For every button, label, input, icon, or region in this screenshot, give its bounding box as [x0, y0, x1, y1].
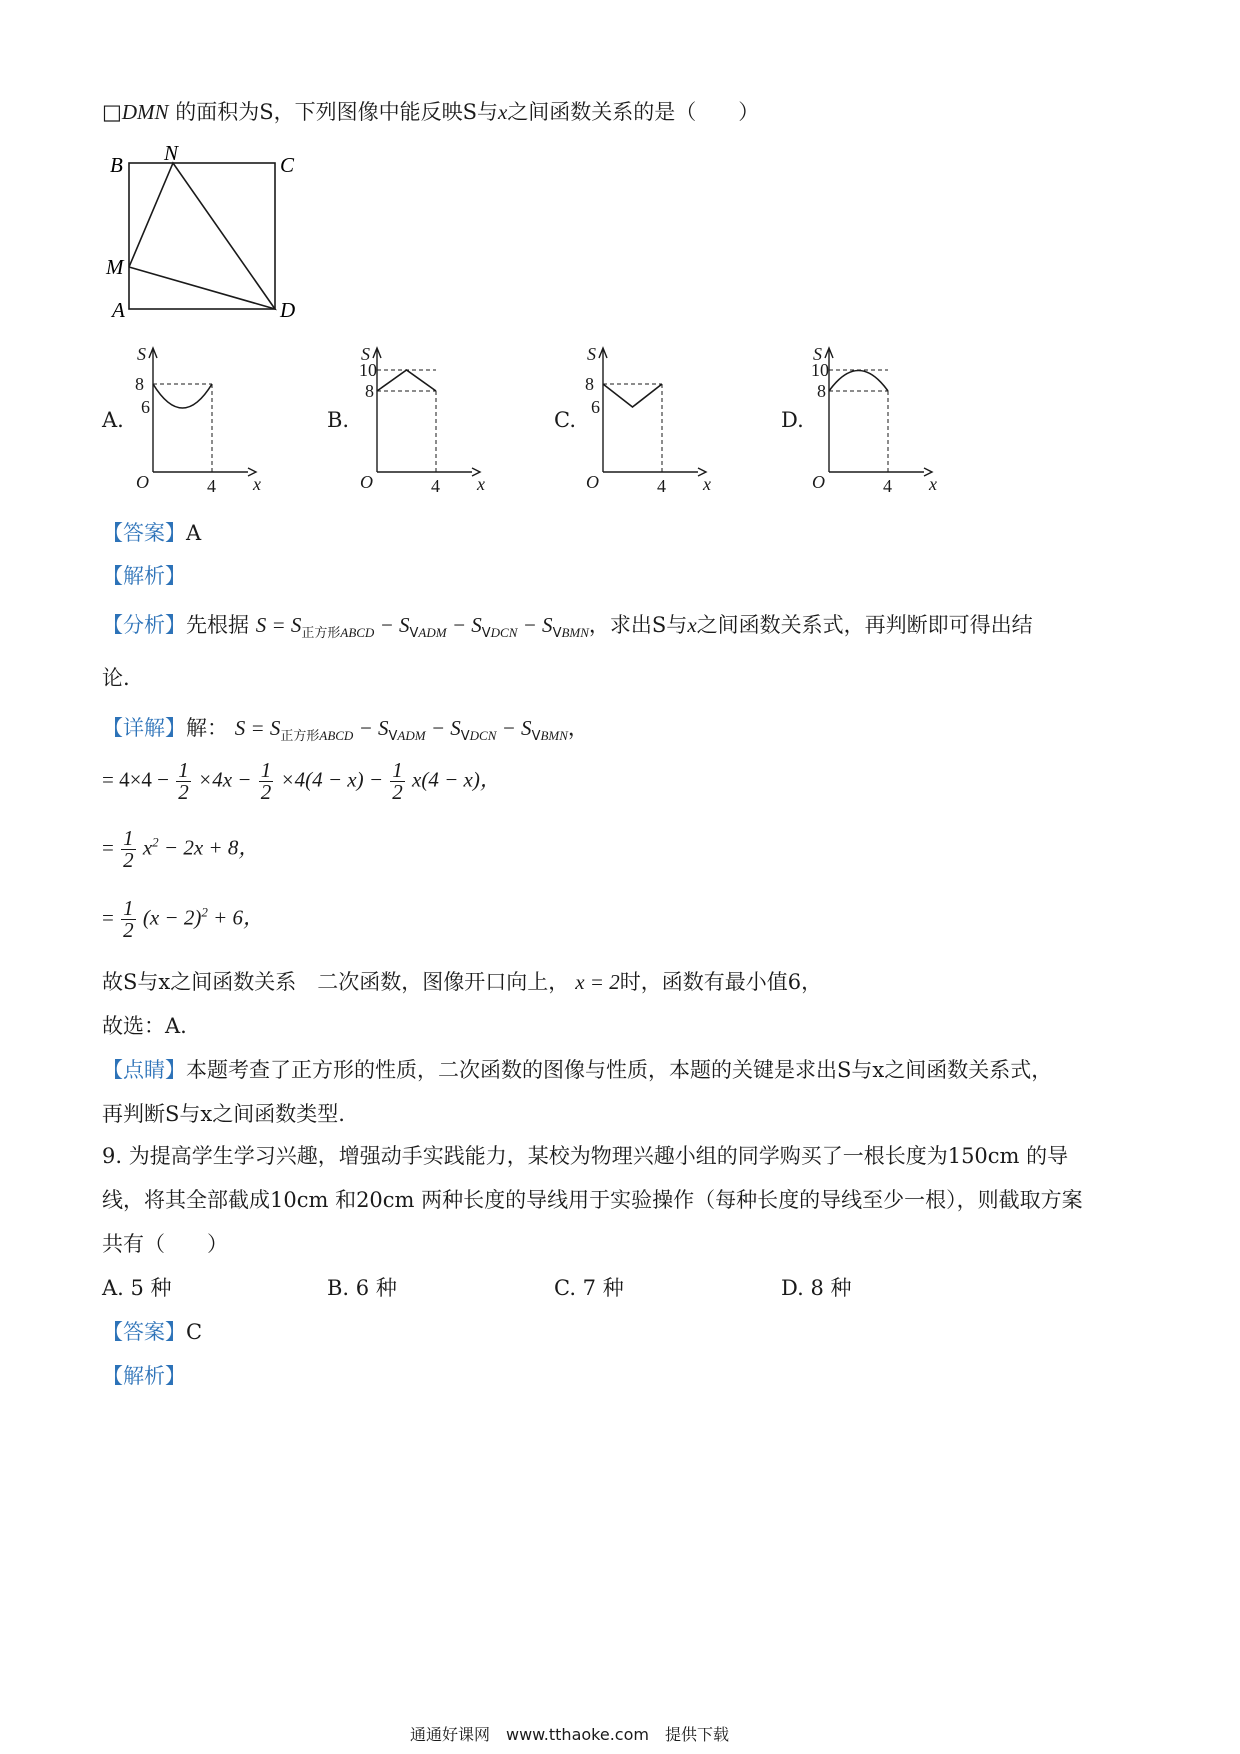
y-tick-max: 8 [135, 374, 144, 394]
origin-label: O [136, 472, 149, 492]
x-axis-label: x [253, 474, 261, 494]
y-tick-min: 8 [817, 381, 826, 401]
answer-value: A [186, 521, 202, 545]
label-A: A [112, 298, 125, 322]
x-axis-label: x [703, 474, 711, 494]
choose-line: 故选：A. [102, 1014, 187, 1038]
dianjing-tag: 【点睛】 [102, 1058, 186, 1082]
label-B: B [110, 153, 123, 177]
q8-answer-line [102, 517, 201, 547]
label-N: N [164, 141, 179, 165]
y-axis-label: S [813, 344, 822, 364]
footer: 通通好课网 www.tthaoke.com 提供下载 [410, 1725, 729, 1744]
x-tick-label: 4 [431, 476, 440, 496]
label-D: D [280, 298, 296, 322]
label-C: C [280, 153, 295, 177]
q9-line-1: 9. 为提高学生学习兴趣，增强动手实践能力，某校为物理兴趣小组的同学购买了一根长度为150cm 的导 [102, 1144, 1069, 1168]
x-tick-label: 4 [883, 476, 892, 496]
x-axis-label: x [929, 474, 937, 494]
y-axis-label: S [137, 344, 146, 364]
y-tick-max: 10 [811, 360, 829, 380]
q9-option-d: D. 8 种 [781, 1276, 852, 1300]
answer-tag: 【答案】 [102, 521, 186, 545]
y-tick-max: 8 [585, 374, 594, 394]
q9-line-2: 线，将其全部截成10cm 和20cm 两种长度的导线用于实验操作（每种长度的导线至少一根），则截取方案 [102, 1188, 1083, 1212]
x-axis-label: x [477, 474, 485, 494]
fenxi-text-2: ，求出S与 [588, 613, 688, 637]
q9-option-c: C. 7 种 [554, 1276, 624, 1300]
y-tick-min: 6 [141, 397, 150, 417]
q8-stem-text-2: 之间函数关系的是（ ） [507, 100, 760, 124]
xiangjie-line: 【详解】解： $S = S_{正方形ABCD} - S_{VADM} - S_{VDCN} - S_{VBMN}$， [102, 716, 589, 744]
y-tick-max: 10 [359, 360, 377, 380]
q8-stem [102, 96, 759, 126]
origin-label: O [360, 472, 373, 492]
q9-line-3: 共有（ ） [102, 1232, 228, 1256]
conclusion-line: 故S与x之间函数关系 二次函数，图像开口向上， x = 2时，函数有最小值6， [102, 970, 823, 994]
fenxi-text-4: 论. [102, 666, 130, 690]
q9-answer-line: 【答案】C [102, 1320, 203, 1344]
dianjing-line-2: 再判断S与x之间函数类型. [102, 1102, 345, 1126]
q8-prefix-mark: □ [102, 100, 122, 124]
y-tick-min: 6 [591, 397, 600, 417]
x-tick-label: 4 [657, 476, 666, 496]
option-label-c: C. [554, 408, 576, 432]
q9-jiexi-tag: 【解析】 [102, 1364, 186, 1388]
option-graph-b [352, 340, 492, 500]
y-axis-label: S [587, 344, 596, 364]
function-curve [377, 370, 436, 391]
option-label-d: D. [781, 408, 804, 432]
step-1: = 4×4 − $\frac{1}{2}$ ×4x − $\frac{1}{2}$ ×4(4 − x) − $\frac{1}{2}$ x(4 − x)， [102, 758, 501, 804]
option-label-a: A. [102, 408, 124, 432]
function-curve [153, 384, 212, 408]
xiangjie-tag: 【详解】 [102, 716, 186, 740]
function-curve [829, 371, 888, 392]
fenxi-tag: 【分析】 [102, 613, 186, 637]
option-label-b: B. [327, 408, 350, 432]
fenxi-text-1: 先根据 [186, 613, 249, 637]
q9-option-b: B. 6 种 [327, 1276, 397, 1300]
square-figure [100, 140, 310, 325]
option-graph-a [128, 340, 268, 500]
function-curve [603, 384, 662, 407]
q8-stem-text-1: 的面积为S，下列图像中能反映S与 [168, 100, 498, 124]
y-axis-label: S [361, 344, 370, 364]
dianjing-line: 【点睛】本题考查了正方形的性质，二次函数的图像与性质，本题的关键是求出S与x之间函数关系式， [102, 1058, 1053, 1082]
step-2: = $\frac{1}{2}$ $x^2 - 2x + 8$， [102, 826, 260, 872]
step-3: = $\frac{1}{2}$ $(x - 2)^2 + 6$， [102, 896, 264, 942]
fenxi-line: 【分析】先根据 $S = S_{正方形ABCD} - S_{VADM} - S_{VDCN} - S_{VBMN}$，求出S与x之间函数关系式，再判断即可得出结 [102, 613, 1033, 641]
origin-label: O [812, 472, 825, 492]
option-graph-c [578, 340, 718, 500]
q9-option-a: A. 5 种 [102, 1276, 172, 1300]
x-tick-label: 4 [207, 476, 216, 496]
xiangjie-formula: $S = S_{正方形ABCD} - S_{VADM} - S_{VDCN} - S_{VBMN}$ [234, 716, 568, 744]
label-M: M [106, 255, 124, 279]
y-tick-min: 8 [365, 381, 374, 401]
q8-var-x: x [497, 100, 508, 124]
q8-triangle-name: DMN [121, 100, 169, 124]
option-graph-d [804, 340, 944, 500]
origin-label: O [586, 472, 599, 492]
fenxi-formula: $S = S_{正方形ABCD} - S_{VADM} - S_{VDCN} - S_{VBMN}$ [255, 613, 589, 641]
fenxi-text-3: 之间函数关系式，再判断即可得出结 [696, 613, 1033, 637]
jiexi-tag: 【解析】 [102, 564, 186, 588]
